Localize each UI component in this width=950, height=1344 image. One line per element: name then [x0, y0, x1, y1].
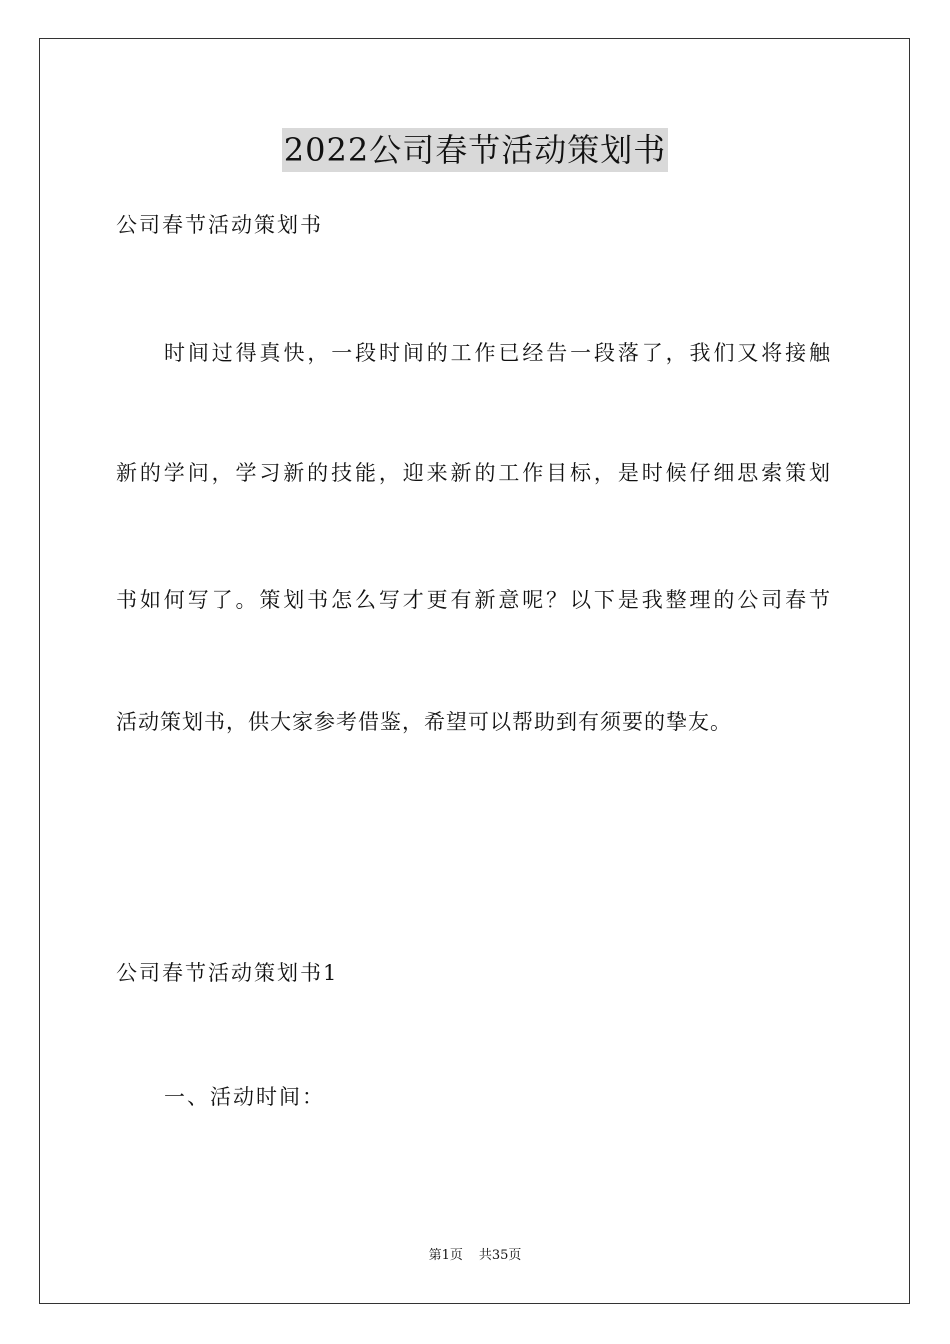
page-footer [0, 1247, 950, 1265]
subheading-activity-time: 一、活动时间： [164, 1085, 325, 1109]
document-title-text: 2022公司春节活动策划书 [282, 128, 668, 172]
document-title [0, 128, 950, 178]
page-total: 共35页 [478, 1248, 522, 1263]
intro-line-4: 活动策划书，供大家参考借鉴，希望可以帮助到有须要的挚友。 [116, 710, 732, 734]
intro-line-1: 时间过得真快，一段时间的工作已经告一段落了，我们又将接触 [164, 341, 830, 365]
page-number: 第1页 [428, 1248, 463, 1263]
intro-line-2: 新的学问，学习新的技能，迎来新的工作目标，是时候仔细思索策划 [116, 461, 830, 485]
section-heading: 公司春节活动策划书1 [116, 961, 339, 985]
document-subtitle: 公司春节活动策划书 [116, 213, 323, 237]
intro-line-3: 书如何写了。策划书怎么写才更有新意呢？以下是我整理的公司春节 [116, 588, 830, 612]
